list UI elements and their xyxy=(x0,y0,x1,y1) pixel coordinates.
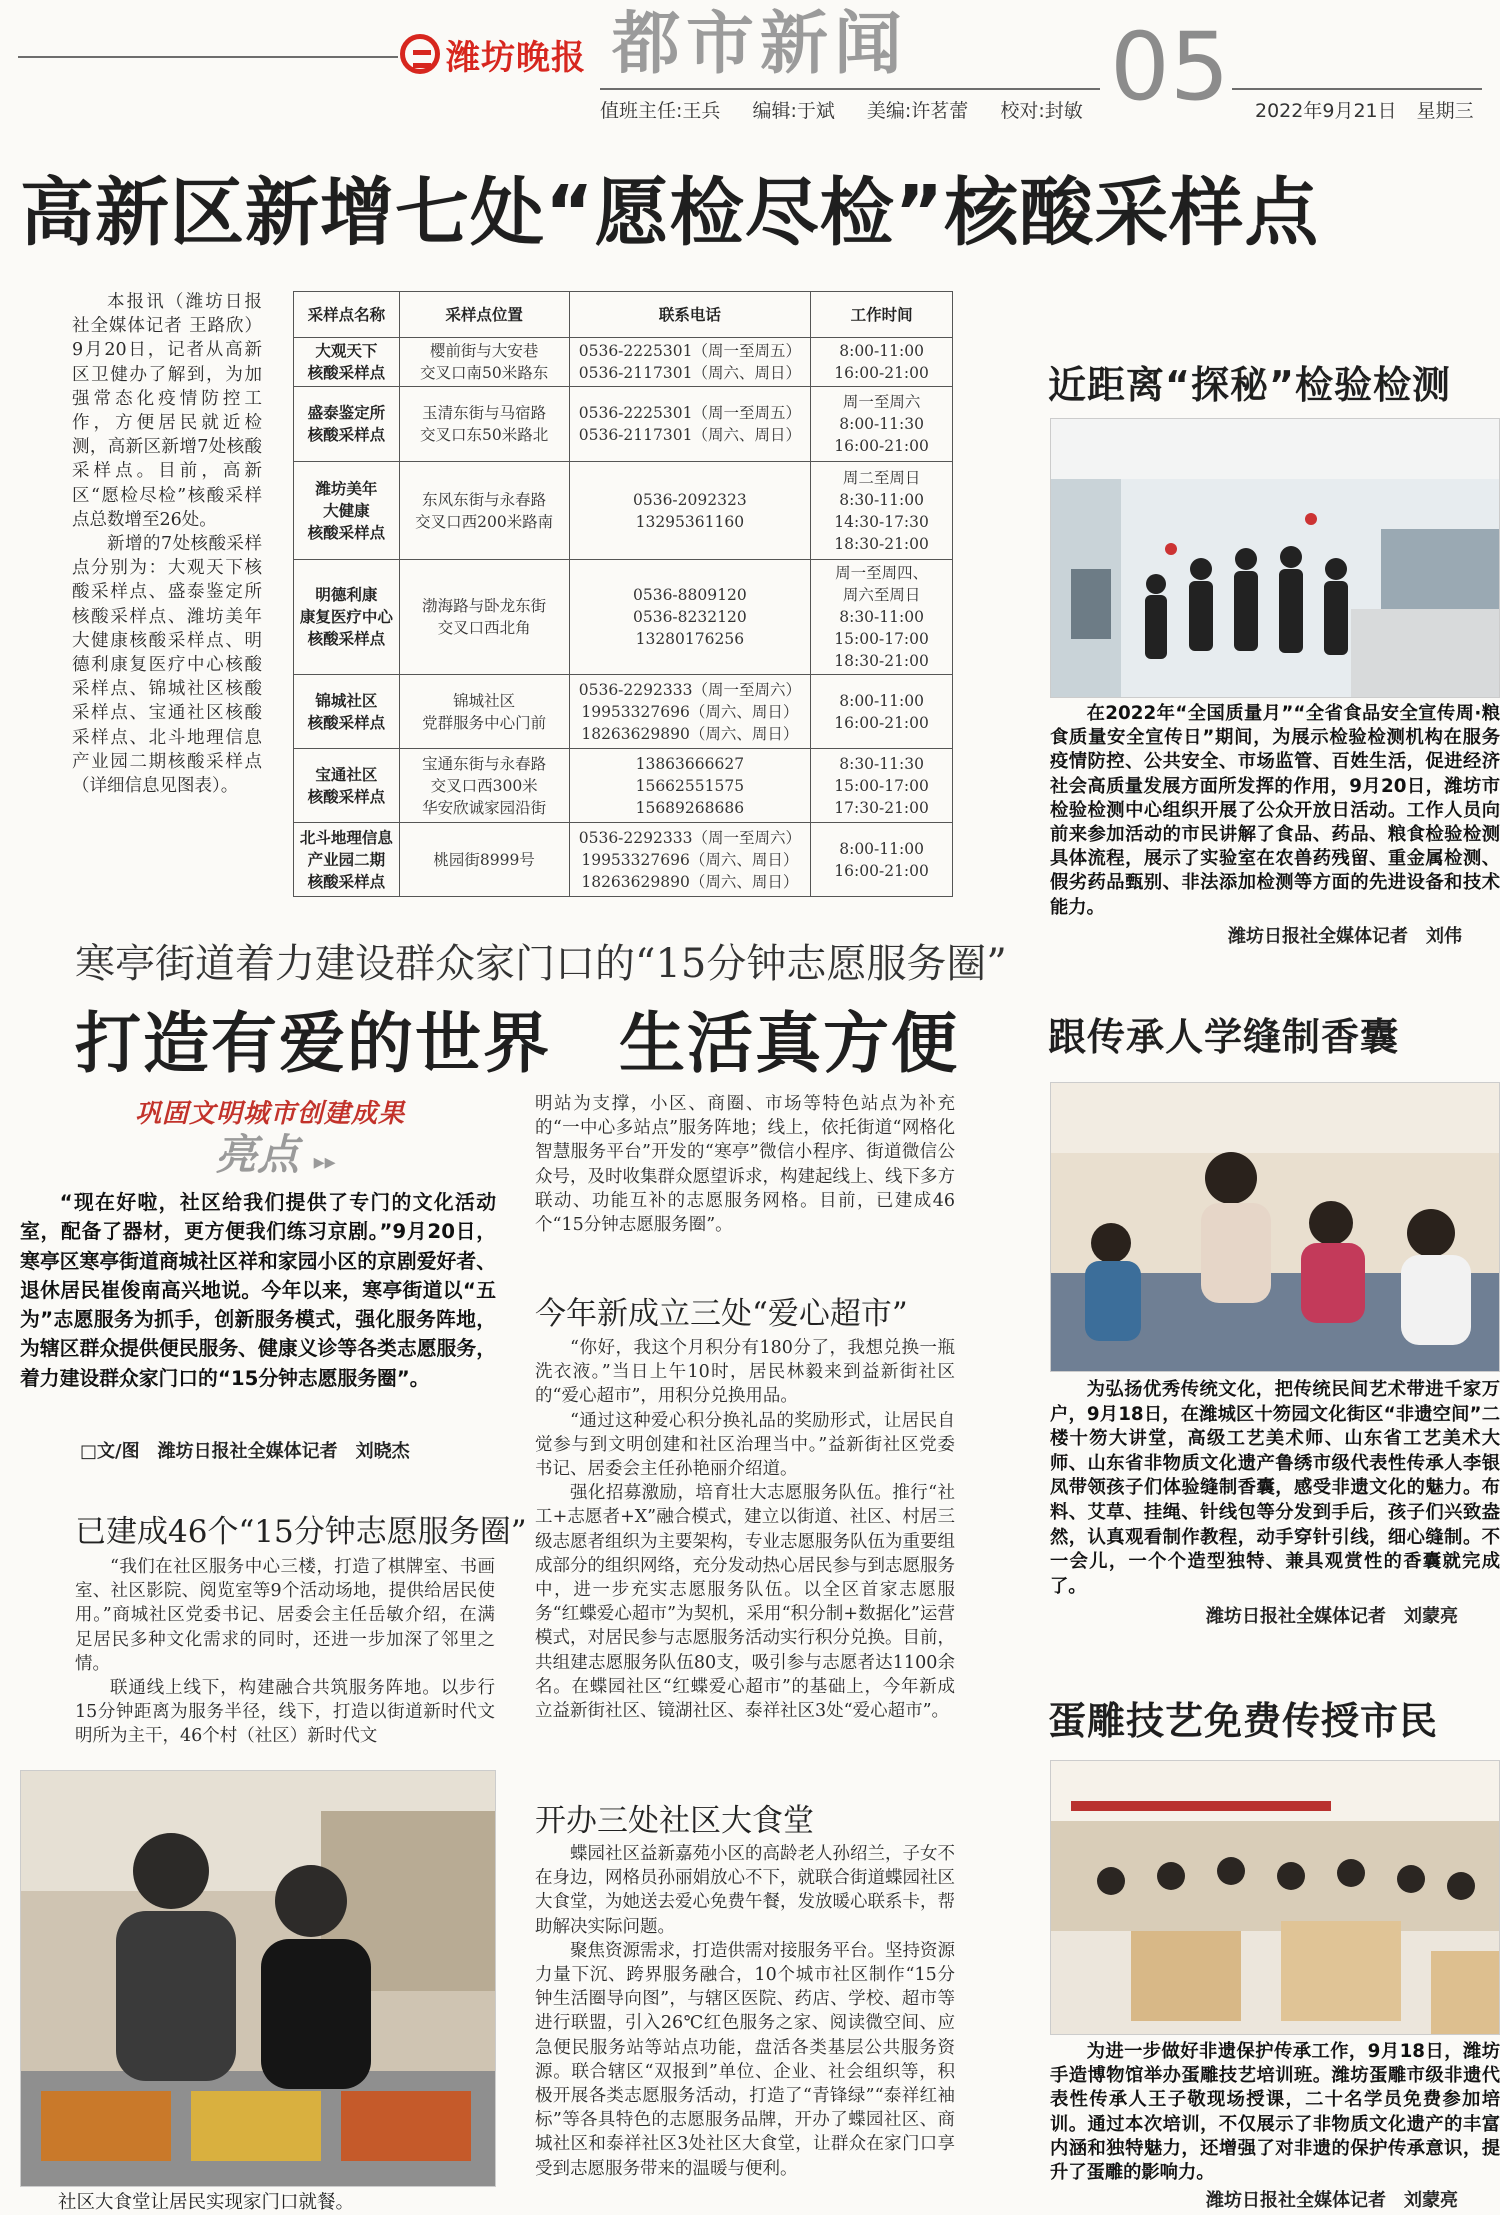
side3-title: 蛋雕技艺免费传授市民 xyxy=(1048,1699,1439,1743)
lab-visit-photo xyxy=(1050,418,1500,698)
article2-para: 联通线上线下，构建融合共筑服务阵地。以步行15分钟距离为服务半径，线下，打造以街道新时代文明所为主干，46个村（社区）新时代文 xyxy=(75,1678,495,1747)
article1-headline: 高新区新增七处“愿检尽检”核酸采样点 xyxy=(20,170,1320,256)
table-cell-location: 宝通东街与永春路 交叉口西300米 华安欣诚家园沿街 xyxy=(399,749,569,823)
table-cell-location: 渤海路与卧龙东街 交叉口西北角 xyxy=(399,560,569,675)
table-cell-location: 樱前街与大安巷 交叉口南50米路东 xyxy=(399,338,569,387)
side2-title: 跟传承人学缝制香囊 xyxy=(1048,1015,1400,1059)
table-row xyxy=(294,749,953,823)
article2-lead xyxy=(20,1188,496,1393)
editor-credits xyxy=(600,96,1109,123)
table-cell-hours: 8:30-11:30 15:00-17:00 17:30-21:00 xyxy=(811,749,953,823)
issue-weekday: 星期三 xyxy=(1416,100,1474,122)
table-row xyxy=(294,338,953,387)
editor-credit: 美编:许茗蕾 xyxy=(866,100,969,122)
lead-paragraph: “现在好啦，社区给我们提供了专门的文化活动室，配备了器材，更方便我们练习京剧。”9月20日，寒亭区寒亭街道商城社区祥和家园小区的京剧爱好者、退休居民崔俊南高兴地说。今年以来，寒亭街道以“五为”志愿服务为抓手，创新服务模式，强化服务阵地，为辖区群众提供便民服务、健康义诊等各类志愿服务，着力建设群众家门口的“15分钟志愿服务圈”。 xyxy=(20,1191,496,1390)
article2-subhead-2: 今年新成立三处“爱心超市” xyxy=(535,1296,908,1332)
table-cell-hours: 8:00-11:00 16:00-21:00 xyxy=(811,675,953,749)
article2-sub2-body xyxy=(535,1336,955,1723)
table-cell-name: 明德利康 康复医疗中心 核酸采样点 xyxy=(294,560,400,675)
table-cell-name: 锦城社区 核酸采样点 xyxy=(294,675,400,749)
sachet-photo xyxy=(1050,1082,1500,1372)
egg-carving-illustration xyxy=(1051,1761,1500,2035)
campaign-title: 巩固文明城市创建成果 xyxy=(135,1099,406,1129)
issue-date xyxy=(1255,96,1488,123)
article1-body xyxy=(72,290,262,798)
article2-para: 明站为支撑，小区、商圈、市场等特色站点为补充的“一中心多站点”服务阵地；线上，依托街道“网格化智慧服务平台”开发的“寒亭”微信小程序、街道微信公众号，及时收集群众愿望诉求，构建起线上、线下多方联动、功能互补的志愿服务网格。目前，已建成46个“15分钟志愿服务圈”。 xyxy=(535,1094,955,1236)
paper-name: 潍坊晚报 xyxy=(446,37,586,78)
sachet-illustration xyxy=(1051,1083,1500,1372)
side3-body xyxy=(1050,2040,1500,2185)
table-cell-hours: 周一至周六 8:00-11:30 16:00-21:00 xyxy=(811,387,953,462)
article2-sub1-body xyxy=(75,1555,495,1749)
table-cell-hours: 8:00-11:00 16:00-21:00 xyxy=(811,338,953,387)
article2-col2-body xyxy=(535,1092,955,1237)
editor-credit: 校对:封敏 xyxy=(1000,100,1083,122)
article2-kicker: 寒亭街道着力建设群众家门口的“15分钟志愿服务圈” xyxy=(75,941,1007,987)
table-cell-location: 玉清东街与马宿路 交叉口东50米路北 xyxy=(399,387,569,462)
side2-paragraph: 为弘扬优秀传统文化，把传统民间艺术带进千家万户，9月18日，在潍城区十笏园文化街区“非遗空间”二楼十笏大讲堂，高级工艺美术师、山东省工艺美术大师、山东省非物质文化遗产鲁绣市级代表性传承人李银凤带领孩子们体验缝制香囊，感受非遗文化的魅力。布料、艾草、挂绳、针线包等分发到手后，孩子们兴致盎然，认真观看制作教程，动手穿针引线，细心缝制。不一会儿，一个个造型独特、兼具观赏性的香囊就完成了。 xyxy=(1050,1379,1500,1597)
table-cell-location: 锦城社区 党群服务中心门前 xyxy=(399,675,569,749)
editor-credit: 值班主任:王兵 xyxy=(600,100,721,122)
table-cell-hours: 8:00-11:00 16:00-21:00 xyxy=(811,823,953,897)
table-cell-phone: 0536-2092323 13295361160 xyxy=(569,462,811,560)
article2-para: 强化招募激励，培育壮大志愿服务队伍。推行“社工+志愿者+X”融合模式，建立以街道、社区、村居三级志愿者组织为主要架构，专业志愿服务队伍为重要组成部分的组织网络，充分发动热心居民参与到志愿服务中，进一步充实志愿服务队伍。以全区首家志愿服务“红蝶爱心超市”为契机，采用“积分制+数据化”运营模式，对居民参与志愿服务活动实行积分兑换。目前，共组建志愿服务队伍80支，吸引参与志愿者达1100余名。在蝶园社区“红蝶爱心超市”的基础上，今年新成立益新街社区、镜湖社区、泰祥社区3处“爱心超市”。 xyxy=(535,1483,955,1722)
table-cell-phone: 0536-8809120 0536-8232120 13280176256 xyxy=(569,560,811,675)
table-cell-hours: 周一至周四、 周六至周日 8:30-11:00 15:00-17:00 18:30-21:00 xyxy=(811,560,953,675)
egg-carving-photo xyxy=(1050,1760,1500,2035)
article2-para: 聚焦资源需求，打造供需对接服务平台。坚持资源力量下沉、跨界服务融合，10个城市社区制作“15分钟生活圈导向图”，与辖区医院、药店、学校、超市等进行联盟，引入26℃红色服务之家、阅读微空间、应急便民服务站等站点功能，盘活各类基层公共服务资源。联合辖区“双报到”单位、企业、社会组织等，积极开展各类志愿服务活动，打造了“青锋绿”“泰祥红袖标”等各具特色的志愿服务品牌，开办了蝶园社区、商城社区和泰祥社区3处社区大食堂，让群众在家门口享受到志愿服务带来的温暖与便利。 xyxy=(535,1940,955,2179)
table-cell-hours: 周二至周日 8:30-11:00 14:30-17:30 18:30-21:00 xyxy=(811,462,953,560)
table-row xyxy=(294,823,953,897)
table-header-row xyxy=(294,292,953,338)
table-row xyxy=(294,675,953,749)
side3-paragraph: 为进一步做好非遗保护传承工作，9月18日，潍坊手造博物馆举办蛋雕技艺培训班。潍坊蛋雕市级非遗代表性传承人王子敬现场授课，二十名学员免费参加培训。通过本次培训，不仅展示了非物质文化遗产的丰富内涵和独特魅力，还增强了对非遗的保护传承意识，提升了蛋雕的影响力。 xyxy=(1050,2041,1500,2184)
campaign-highlight xyxy=(215,1130,435,1188)
side1-title: 近距离“探秘”检验检测 xyxy=(1048,363,1451,407)
table-header: 采样点名称 xyxy=(294,292,400,338)
table-cell-phone: 0536-2292333（周一至周六） 19953327696（周六、周日） 18263629890（周六、周日） xyxy=(569,675,811,749)
sampling-sites-table xyxy=(293,291,953,897)
article2-subhead-3: 开办三处社区大食堂 xyxy=(535,1803,814,1839)
article2-para: “你好，我这个月积分有180分了，我想兑换一瓶洗衣液。”当日上午10时，居民林毅来到益新街社区的“爱心超市”，用积分兑换用品。 xyxy=(535,1338,955,1407)
masthead-rule-right xyxy=(1232,88,1482,90)
issue-date-text: 2022年9月21日 xyxy=(1255,100,1397,122)
article2-byline: □文/图 潍坊日报社全媒体记者 刘晓杰 xyxy=(80,1441,410,1462)
editor-credit: 编辑:于斌 xyxy=(752,100,835,122)
canteen-photo xyxy=(20,1770,496,2187)
table-header: 采样点位置 xyxy=(399,292,569,338)
side2-body xyxy=(1050,1378,1500,1599)
section-title: 都市新闻 xyxy=(612,5,909,84)
side1-body xyxy=(1050,702,1500,920)
masthead-rule-left xyxy=(18,56,398,58)
side2-byline: 潍坊日报社全媒体记者 刘蒙亮 xyxy=(1206,1606,1458,1627)
article2-para: “通过这种爱心积分换礼品的奖励形式，让居民自觉参与到文明创建和社区治理当中。”益新街社区党委书记、居委会主任孙艳丽介绍道。 xyxy=(535,1410,955,1480)
article2-sub3-body xyxy=(535,1842,955,2181)
table-header: 工作时间 xyxy=(811,292,953,338)
masthead-rule-mid xyxy=(600,88,1100,90)
table-cell-phone: 0536-2225301（周一至周五） 0536-2117301（周六、周日） xyxy=(569,387,811,462)
table-cell-name: 大观天下 核酸采样点 xyxy=(294,338,400,387)
arrow-icon: ▸▸ xyxy=(313,1150,336,1175)
canteen-photo-caption: 社区大食堂让居民实现家门口就餐。 xyxy=(58,2192,355,2213)
article1-para: 本报讯（潍坊日报社全媒体记者 王路欣）9月20日，记者从高新区卫健办了解到，为加强常态化疫情防控工作，方便居民就近检测，高新区新增7处核酸采样点。目前，高新区“愿检尽检”核酸采样点总数增至26处。 xyxy=(72,292,262,530)
table-row xyxy=(294,560,953,675)
side1-byline: 潍坊日报社全媒体记者 刘伟 xyxy=(1228,926,1462,947)
campaign-highlight-text: 亮点 xyxy=(215,1130,300,1179)
side3-byline: 潍坊日报社全媒体记者 刘蒙亮 xyxy=(1206,2190,1458,2211)
table-cell-name: 宝通社区 核酸采样点 xyxy=(294,749,400,823)
article2-headline: 打造有爱的世界 生活真方便 xyxy=(75,1005,959,1082)
table-cell-name: 北斗地理信息 产业园二期 核酸采样点 xyxy=(294,823,400,897)
paper-logo xyxy=(400,18,605,90)
table-row xyxy=(294,387,953,462)
table-cell-name: 盛泰鉴定所 核酸采样点 xyxy=(294,387,400,462)
table-cell-location: 东风东街与永春路 交叉口西200米路南 xyxy=(399,462,569,560)
table-row xyxy=(294,462,953,560)
canteen-illustration xyxy=(21,1771,496,2187)
page-number: 05 xyxy=(1110,13,1230,122)
table-cell-name: 潍坊美年 大健康 核酸采样点 xyxy=(294,462,400,560)
article2-para: “我们在社区服务中心三楼，打造了棋牌室、书画室、社区影院、阅览室等9个活动场地，提供给居民使用。”商城社区党委书记、居委会主任岳敏介绍，在满足居民多种文化需求的同时，还进一步加深了邻里之情。 xyxy=(75,1557,495,1674)
article2-para: 蝶园社区益新嘉苑小区的高龄老人孙绍兰，子女不在身边，网格员孙丽娟放心不下，就联合街道蝶园社区大食堂，为她送去爱心免费午餐，发放暖心联系卡，帮助解决实际问题。 xyxy=(535,1844,955,1937)
table-cell-location: 桃园街8999号 xyxy=(399,823,569,897)
lab-visit-illustration xyxy=(1051,419,1500,698)
article2-subhead-1: 已建成46个“15分钟志愿服务圈” xyxy=(75,1514,527,1550)
side1-paragraph: 在2022年“全国质量月”“全省食品安全宣传周·粮食质量安全宣传日”期间，为展示检验检测机构在服务疫情防控、公共安全、市场监管、百姓生活，促进经济社会高质量发展方面所发挥的作用，9月20日，潍坊市检验检测中心组织开展了公众开放日活动。工作人员向前来参加活动的市民讲解了食品、药品、粮食检验检测具体流程，展示了实验室在农兽药残留、重金属检测、假劣药品甄别、非法添加检测等方面的先进设备和技术能力。 xyxy=(1050,703,1500,918)
paper-logo-icon xyxy=(400,34,440,74)
article1-para: 新增的7处核酸采样点分别为：大观天下核酸采样点、盛泰鉴定所核酸采样点、潍坊美年大健康核酸采样点、明德利康复医疗中心核酸采样点、锦城社区核酸采样点、宝通社区核酸采样点、北斗地理信息产业园二期核酸采样点（详细信息见图表）。 xyxy=(72,534,262,797)
table-cell-phone: 0536-2225301（周一至周五） 0536-2117301（周六、周日） xyxy=(569,338,811,387)
table-header: 联系电话 xyxy=(569,292,811,338)
table-cell-phone: 0536-2292333（周一至周六） 19953327696（周六、周日） 18263629890（周六、周日） xyxy=(569,823,811,897)
campaign-banner xyxy=(135,1093,435,1188)
table-cell-phone: 13863666627 15662551575 15689268686 xyxy=(569,749,811,823)
